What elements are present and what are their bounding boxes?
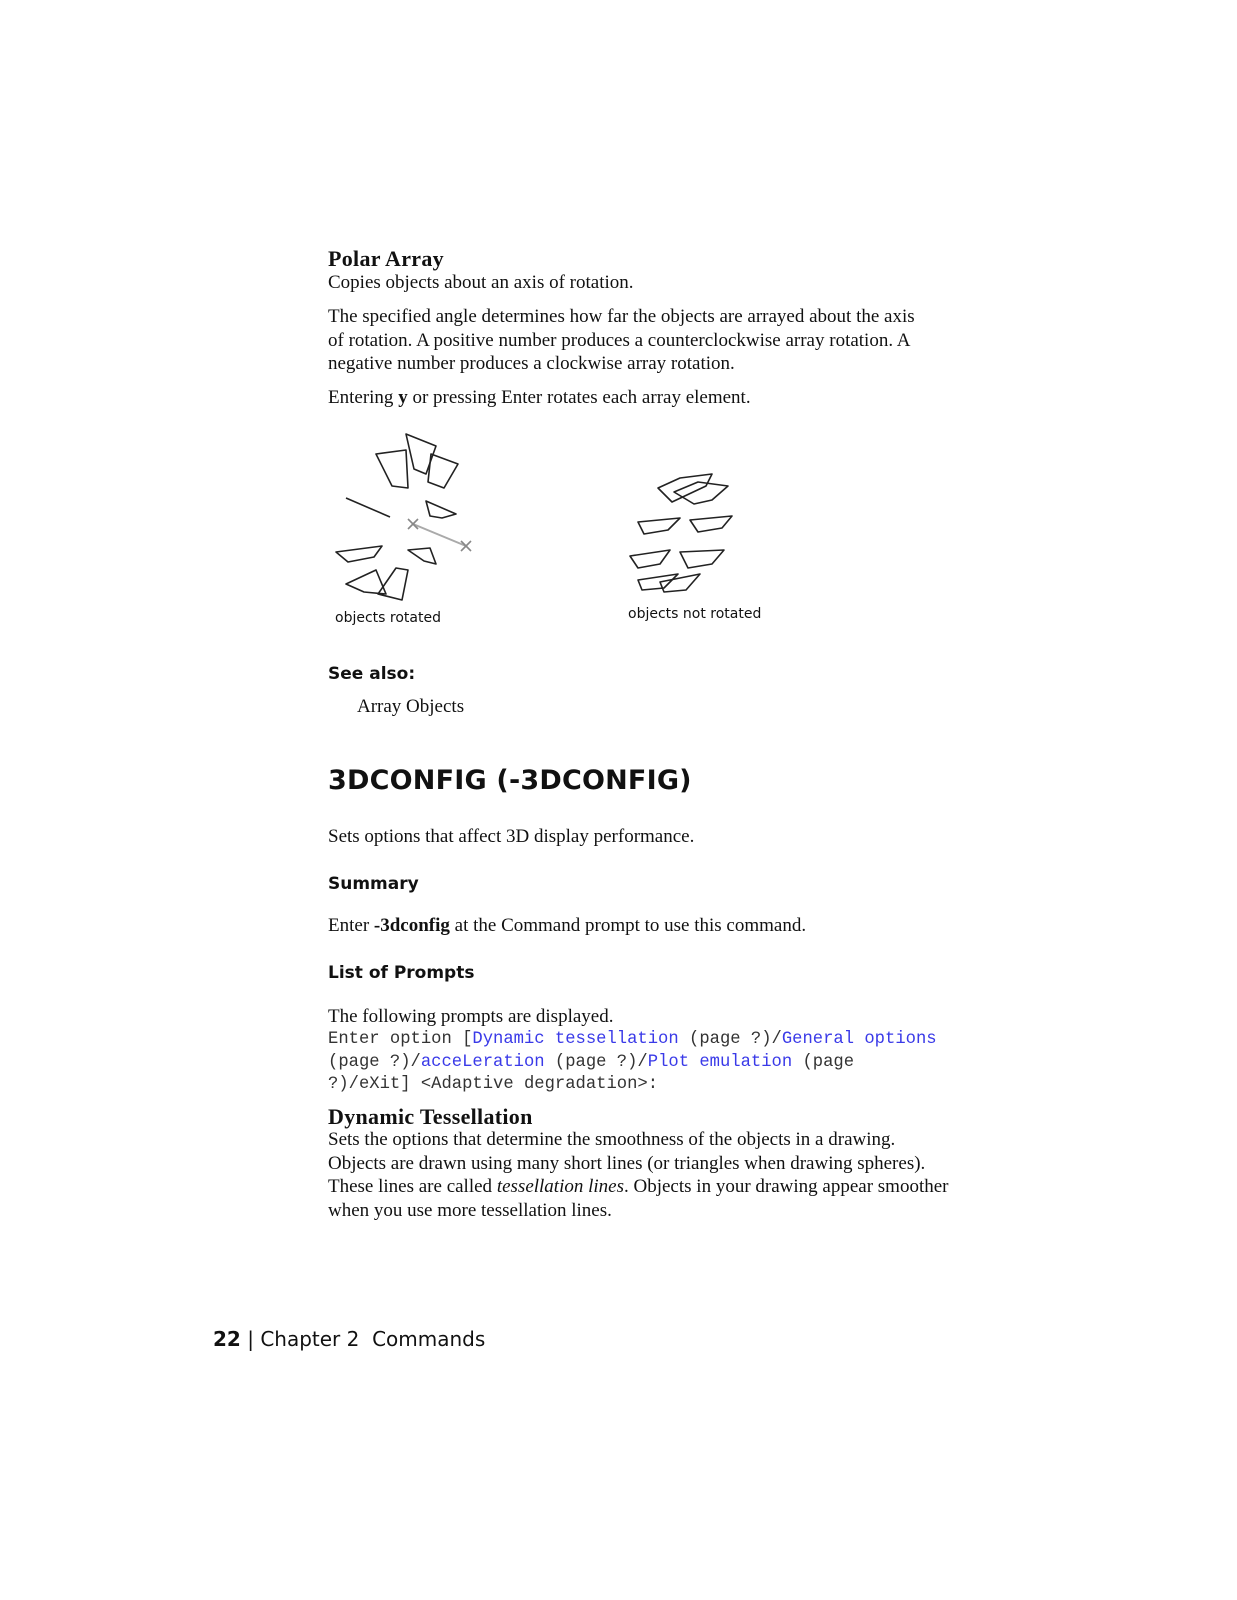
footer-separator: | <box>247 1327 254 1351</box>
unrotated-shape <box>674 482 728 504</box>
objects-not-rotated-illustration <box>620 464 760 604</box>
prompt-text: (page ?)/ <box>544 1052 648 1072</box>
link-acceleration[interactable]: acceLeration <box>420 1052 545 1072</box>
dynamic-tessellation-body <box>328 1128 988 1222</box>
prompts-intro: The following prompts are displayed. <box>328 1006 614 1027</box>
prompt-line <box>328 1029 937 1052</box>
prompt-line <box>328 1052 937 1075</box>
entering-post: or pressing Enter rotates each array element. <box>407 387 751 408</box>
objects-rotated-illustration <box>326 424 486 614</box>
summary-heading: Summary <box>328 874 419 894</box>
list-of-prompts-heading: List of Prompts <box>328 963 475 983</box>
dynamic-tessellation-heading: Dynamic Tessellation <box>328 1104 533 1129</box>
unrotated-shape <box>638 518 680 534</box>
body-line: Sets the options that determine the smoothness of the objects in a drawing. <box>328 1129 896 1150</box>
caption-objects-not-rotated: objects not rotated <box>628 606 762 622</box>
rotated-shape <box>428 454 458 488</box>
prompt-text: Enter option [ <box>328 1030 473 1049</box>
prompt-text: (page <box>792 1052 855 1072</box>
section-title: 3DCONFIG (-3DCONFIG) <box>328 765 692 796</box>
body-line: when you use more tessellation lines. <box>328 1199 612 1221</box>
caption-objects-rotated: objects rotated <box>335 610 441 626</box>
body-text: These lines are called <box>328 1176 497 1197</box>
command-prompt-block <box>328 1029 937 1097</box>
description-line: negative number produces a clockwise array rotation. <box>328 353 735 374</box>
see-also-link-array-objects[interactable]: Array Objects <box>357 696 465 717</box>
rotated-line <box>346 498 390 517</box>
prompt-text: (page ?)/ <box>678 1030 782 1049</box>
unrotated-shape <box>680 550 724 568</box>
link-dynamic-tessellation[interactable]: Dynamic tessellation <box>472 1030 679 1049</box>
config-description: Sets options that affect 3D display performance. <box>328 826 695 847</box>
summary-instruction <box>328 914 806 938</box>
description-line: of rotation. A positive number produces a counterclockwise array rotation. A <box>328 329 911 351</box>
prompt-line <box>328 1074 937 1097</box>
entering-instruction <box>328 386 751 410</box>
polar-array-description <box>328 305 988 376</box>
see-also-label: See also: <box>328 664 416 684</box>
entering-key: y <box>398 387 408 408</box>
body-line <box>328 1175 988 1199</box>
section-label: Commands <box>372 1327 486 1351</box>
command-name: -3dconfig <box>373 915 450 936</box>
rotated-shape <box>336 546 382 562</box>
body-text: . Objects in your drawing appear smoother <box>624 1176 949 1197</box>
unrotated-shape <box>630 550 670 568</box>
chapter-label: Chapter 2 <box>260 1327 360 1351</box>
link-plot-emulation[interactable]: Plot emulation <box>647 1052 793 1072</box>
enter-pre: Enter <box>328 915 374 936</box>
rotated-shape <box>426 501 456 518</box>
body-line: Objects are drawn using many short lines (or triangles when drawing spheres). <box>328 1152 926 1174</box>
description-line: The specified angle determines how far the objects are arrayed about the axis <box>328 306 915 327</box>
rotation-axis <box>413 524 466 546</box>
entering-pre: Entering <box>328 387 399 408</box>
polar-array-intro: Copies objects about an axis of rotation. <box>328 272 634 293</box>
prompt-text: ?)/eXit] <Adaptive degradation>: <box>328 1075 659 1094</box>
prompt-text: (page ?)/ <box>328 1052 421 1072</box>
emphasized-term: tessellation lines <box>496 1176 624 1197</box>
unrotated-shape <box>638 574 678 590</box>
rotated-shape <box>376 450 408 488</box>
link-general-options[interactable]: General options <box>781 1030 937 1049</box>
page-number: 22 <box>213 1327 241 1351</box>
rotated-shape <box>408 548 436 564</box>
unrotated-shape <box>690 516 732 532</box>
unrotated-shape <box>660 574 700 592</box>
page-footer <box>213 1327 485 1351</box>
polar-array-heading: Polar Array <box>328 246 444 271</box>
enter-post: at the Command prompt to use this command. <box>449 915 807 936</box>
